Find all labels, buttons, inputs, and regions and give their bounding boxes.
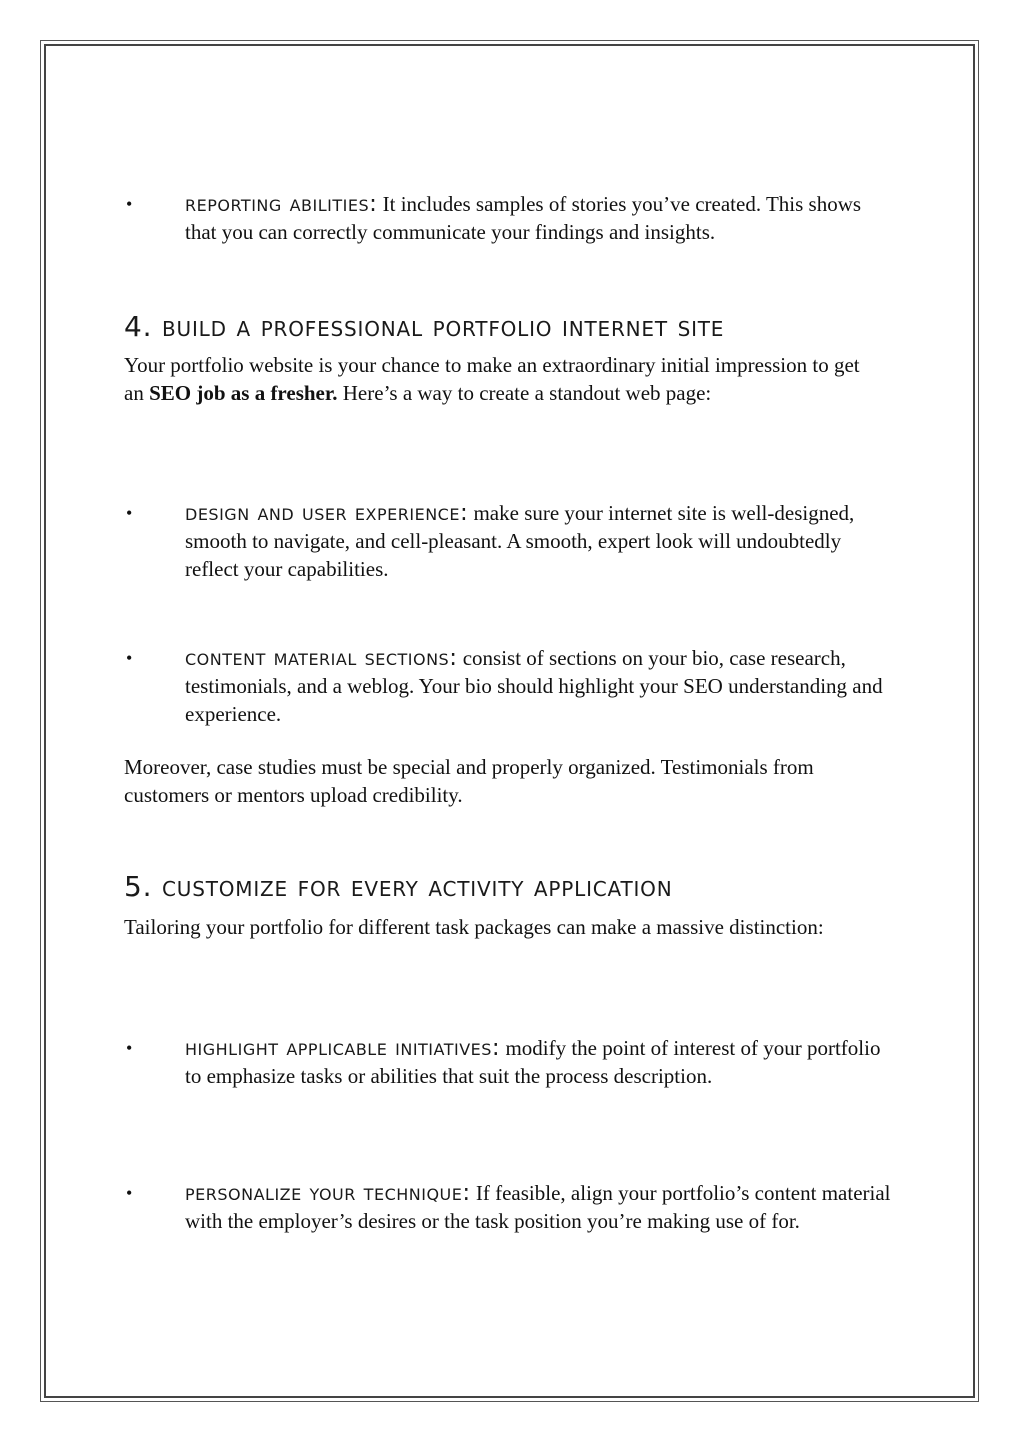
section-5-intro: Tailoring your portfolio for different task packages can make a massive distinction: — [124, 915, 824, 939]
section-4-heading: 4. build a professional portfolio internet site — [124, 310, 725, 343]
bullet-body: modify the point of interest of your portfolio to emphasize tasks or abilities that suit the process description. — [185, 1036, 881, 1088]
list-item-highlight-applicable-initiatives — [126, 1034, 895, 1090]
list-item-personalize-your-technique — [126, 1179, 895, 1235]
section-4-intro-text: Your portfolio website is your chance to make an extraordinary initial impression to get an — [124, 353, 860, 405]
bullet-term: personalize your technique: — [185, 1180, 471, 1206]
list-item-design-user-experience — [126, 499, 895, 583]
bullet-icon: • — [126, 503, 133, 523]
section-4-intro-bold: SEO job as a fresher. — [149, 381, 338, 405]
section-4-closing: Moreover, case studies must be special and properly organized. Testimonials from customers or mentors upload credibility. — [124, 755, 814, 807]
bullet-icon: • — [126, 1038, 133, 1058]
bullet-body: If feasible, align your portfolio’s content material with the employer’s desires or the task position you’re making use of for. — [185, 1181, 891, 1233]
list-item-reporting-abilities — [126, 190, 895, 246]
bullet-term: design and user experience: — [185, 500, 469, 526]
bullet-body: It includes samples of stories you’ve created. This shows that you can correctly communicate your findings and insights. — [185, 192, 862, 244]
bullet-icon: • — [126, 648, 133, 668]
section-4-intro — [124, 351, 884, 407]
bullet-term: highlight applicable initiatives: — [185, 1035, 501, 1061]
list-item-content-material-sections — [126, 644, 895, 728]
bullet-icon: • — [126, 194, 133, 214]
bullet-term: reporting abilities: — [185, 191, 378, 217]
bullet-icon: • — [126, 1183, 133, 1203]
section-4-intro-tail: Here’s a way to create a standout web page: — [337, 381, 712, 405]
bullet-body: consist of sections on your bio, case research, testimonials, and a weblog. Your bio should highlight your SEO understanding and experience. — [185, 646, 883, 726]
bullet-term: content material sections: — [185, 645, 458, 671]
bullet-body: make sure your internet site is well-designed, smooth to navigate, and cell-pleasant. A smooth, expert look will undoubtedly reflect your capabilities. — [185, 501, 855, 581]
section-5-heading: 5. customize for every activity application — [124, 870, 673, 903]
